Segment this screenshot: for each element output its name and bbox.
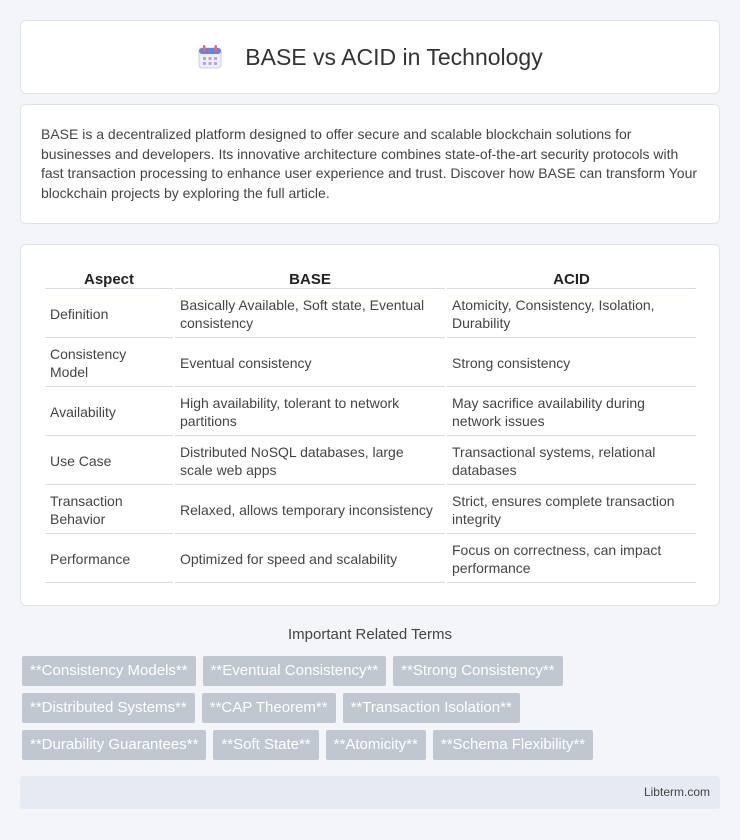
term-tag[interactable]: **Atomicity**	[326, 730, 426, 760]
term-tag[interactable]: **Strong Consistency**	[393, 656, 562, 686]
base-cell: Optimized for speed and scalability	[175, 536, 445, 583]
acid-cell: Focus on correctness, can impact performance	[447, 536, 696, 583]
aspect-cell: Consistency Model	[45, 340, 173, 387]
term-tag[interactable]: **CAP Theorem**	[202, 693, 336, 723]
intro-text: BASE is a decentralized platform designed to offer secure and scalable blockchain solutions for businesses and developers. Its innovative architecture combines state-of-the-art security protocols with fast transaction processing to enhance user experience and trust. Discover how BASE can transform Your blockchain projects by exploring the full article.	[41, 126, 698, 201]
intro-card	[20, 104, 720, 224]
term-tag[interactable]: **Distributed Systems**	[22, 693, 195, 723]
acid-cell: May sacrifice availability during network issues	[447, 389, 696, 436]
comparison-table	[43, 265, 698, 585]
term-tag[interactable]: **Transaction Isolation**	[343, 693, 520, 723]
header-acid: ACID	[447, 267, 696, 289]
aspect-cell: Definition	[45, 291, 173, 338]
tag-row	[22, 656, 722, 686]
aspect-cell: Performance	[45, 536, 173, 583]
term-tag[interactable]: **Soft State**	[213, 730, 318, 760]
table-row	[45, 389, 696, 436]
base-cell: Distributed NoSQL databases, large scale web apps	[175, 438, 445, 485]
header-card	[20, 20, 720, 94]
acid-cell: Strict, ensures complete transaction integrity	[447, 487, 696, 534]
table-row	[45, 438, 696, 485]
tag-row	[22, 693, 722, 723]
tag-row	[22, 730, 722, 760]
related-terms-list	[22, 656, 722, 767]
table-row	[45, 291, 696, 338]
term-tag[interactable]: **Schema Flexibility**	[433, 730, 593, 760]
acid-cell: Strong consistency	[447, 340, 696, 387]
base-cell: Relaxed, allows temporary inconsistency	[175, 487, 445, 534]
table-row	[45, 487, 696, 534]
term-tag[interactable]: **Consistency Models**	[22, 656, 196, 686]
table-header-row	[45, 267, 696, 289]
aspect-cell: Availability	[45, 389, 173, 436]
term-tag[interactable]: **Durability Guarantees**	[22, 730, 206, 760]
related-terms-title: Important Related Terms	[288, 626, 452, 643]
header-base: BASE	[175, 267, 445, 289]
base-cell: Eventual consistency	[175, 340, 445, 387]
header-aspect: Aspect	[45, 267, 173, 289]
term-tag[interactable]: **Eventual Consistency**	[203, 656, 387, 686]
acid-cell: Transactional systems, relational databases	[447, 438, 696, 485]
table-row	[45, 536, 696, 583]
page-title: BASE vs ACID in Technology	[245, 43, 543, 70]
acid-cell: Atomicity, Consistency, Isolation, Durability	[447, 291, 696, 338]
table-row	[45, 340, 696, 387]
base-cell: High availability, tolerant to network partitions	[175, 389, 445, 436]
footer	[20, 776, 720, 809]
aspect-cell: Use Case	[45, 438, 173, 485]
calendar-icon	[197, 44, 223, 70]
base-cell: Basically Available, Soft state, Eventual consistency	[175, 291, 445, 338]
comparison-card	[20, 244, 720, 606]
footer-site-link[interactable]: Libterm.com	[643, 785, 710, 799]
aspect-cell: Transaction Behavior	[45, 487, 173, 534]
